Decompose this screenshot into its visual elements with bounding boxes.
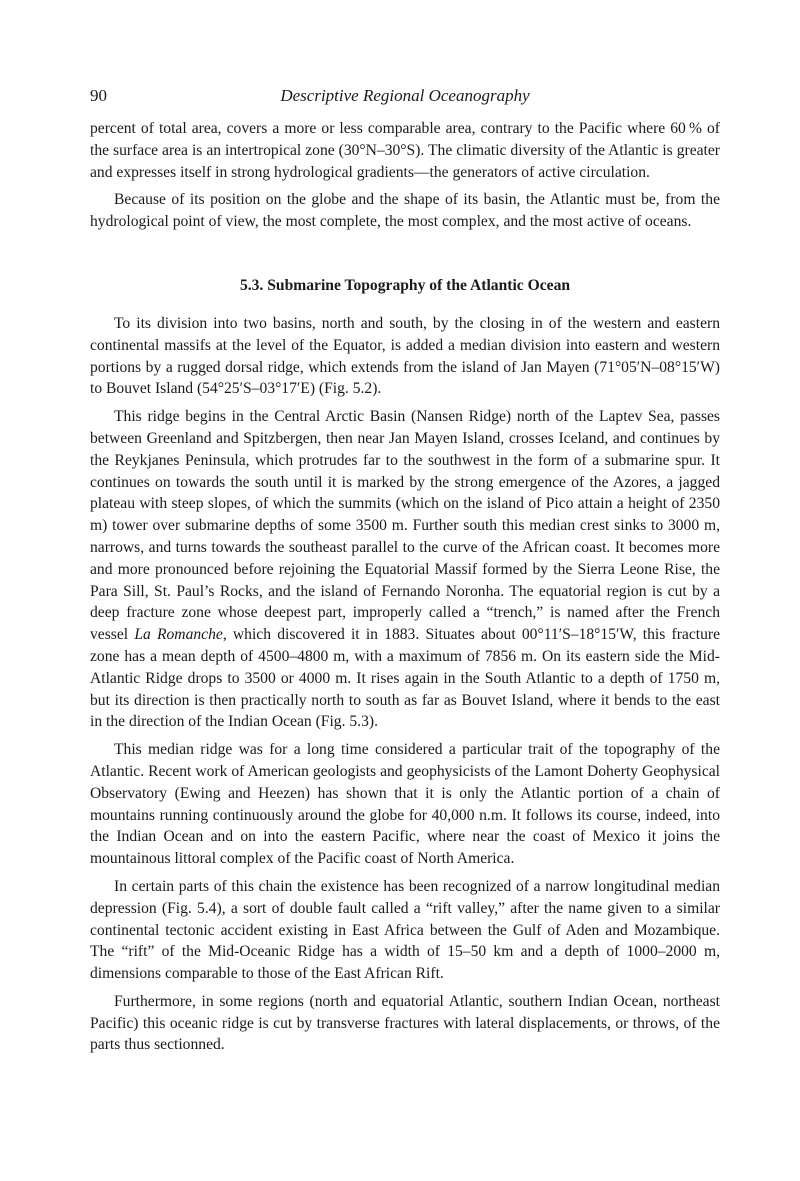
paragraph-median-ridge: This median ridge was for a long time considered a particular trait of the topography of the Atlantic. Recent work of American geologists and geophysicists of the Lamont Doherty Geophysical Observatory (Ewing and Heezen) has shown that it is only the Atlantic portion of a chain of mountains running continuously around the globe for 40,000 n.m. It follows its course, indeed, into the Indian Ocean and on into the eastern Pacific, where near the coast of Mexico it joins the mountainous littoral complex of the Pacific coast of North America. [90,741,720,868]
paragraph-ridge-course [90,406,720,733]
paragraph-division: To its division into two basins, north and south, by the closing in of the western and eastern continental massifs at the level of the Equator, is added a median division into eastern and western portions by a rugged dorsal ridge, which extends from the island of Jan Mayen (71°05′N–08°15′W) to Bouvet Island (54°25′S–03°17′E) (Fig. 5.2). [90,314,720,398]
paragraph-rift-valley: In certain parts of this chain the existence has been recognized of a narrow longitudinal median depression (Fig. 5.4), a sort of double fault called a “rift valley,” after the name given to a similar continental tectonic accident existing in East Africa between the Gulf of Aden and Mozambique. The “rift” of the Mid-Oceanic Ridge has a width of 15–50 km and a depth of 1000–2000 m, dimensions comparable to those of the East African Rift. [90,877,720,983]
running-head [90,84,720,108]
paragraph-atlantic-position: Because of its position on the globe and the shape of its basin, the Atlantic must be, from the hydrological point of view, the most complete, the most complex, and the most active of oceans. [90,191,720,231]
page-number: 90 [90,86,107,105]
vessel-name: La Romanche [134,626,223,644]
body-text [90,118,720,1056]
ridge-course-text-a: This ridge begins in the Central Arctic Basin (Nansen Ridge) north of the Laptev Sea, passes between Greenland and Spitzbergen, then near Jan Mayen Island, crosses Iceland, and continues by the Reykjanes Peninsula, which protrudes far to the southwest in the form of a submarine spur. It continues on towards the south until it is marked by the strong emergence of the Azores, a jagged plateau with steep slopes, of which the summits (which on the island of Pico attain a height of 2350 m) tower over submarine depths of some 3500 m. Further south this median crest sinks to 3000 m, narrows, and turns towards the southeast parallel to the curve of the African coast. It becomes more and more pronounced before rejoining the Equatorial Massif formed by the Sierra Leone Rise, the Para Sill, St. Paul’s Rocks, and the island of Fernando Noronha. The equatorial region is cut by a deep fracture zone whose deepest part, improperly called a “trench,” is named after the French vessel [90,408,720,644]
running-title: Descriptive Regional Oceanography [280,86,530,105]
continued-paragraph: percent of total area, covers a more or less comparable area, contrary to the Pacific where 60 % of the surface area is an intertropical zone (30°N–30°S). The climatic diversity of the Atlantic is greater and expresses itself in strong hydrological gradients—the generators of active circulation. [90,120,720,181]
book-page [90,84,720,1062]
ridge-course-text-b: , which discovered it in 1883. Situates about 00°11′S–18°15′W, this fracture zone has a mean depth of 4500–4800 m, with a maximum of 7856 m. On its eastern side the Mid-Atlantic Ridge drops to 3500 or 4000 m. It rises again in the South Atlantic to a depth of 1750 m, but its direction is then practically north to south as far as Bouvet Island, where it bends to the east in the direction of the Indian Ocean (Fig. 5.3). [90,626,721,731]
section-heading: 5.3. Submarine Topography of the Atlantic Ocean [239,276,571,294]
paragraph-transverse-fractures: Furthermore, in some regions (north and equatorial Atlantic, southern Indian Ocean, northeast Pacific) this oceanic ridge is cut by transverse fractures with lateral displacements, or throws, of the parts thus sectionned. [90,992,720,1054]
